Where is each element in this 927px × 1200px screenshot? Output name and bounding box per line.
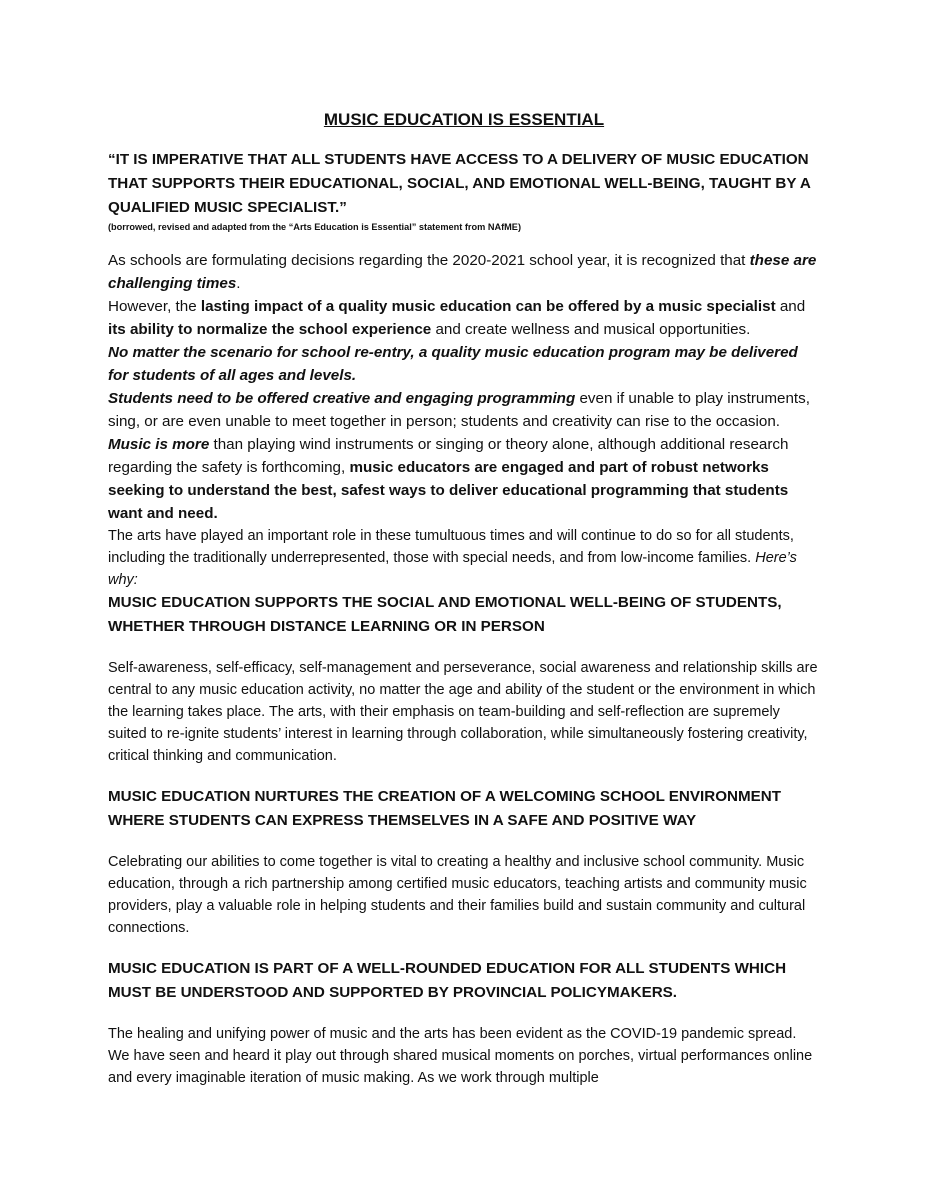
- intro-emphasis: Music is more: [108, 436, 210, 453]
- document-title: MUSIC EDUCATION IS ESSENTIAL: [323, 110, 605, 129]
- intro-paragraph-2: [108, 295, 820, 341]
- intro-paragraph-1: [108, 249, 820, 295]
- section-heading: MUSIC EDUCATION IS PART OF A WELL-ROUNDED EDUCATION FOR ALL STUDENTS WHICH MUST BE UNDERSTOOD AND SUPPORTED BY PROVINCIAL POLICYMAKERS.: [108, 960, 787, 1001]
- intro-text: However, the: [108, 298, 201, 315]
- intro-emphasis: these are challenging times: [108, 252, 817, 292]
- intro-text: and create wellness and musical opportunities.: [431, 321, 751, 338]
- quote-attribution: (borrowed, revised and adapted from the “Arts Education is Essential” statement from NAfME): [108, 222, 521, 232]
- intro-paragraph-5: [108, 433, 820, 525]
- intro-text: even if unable to play instruments, sing, or are even unable to meet together in person; students and creativity can rise to the occasion.: [108, 390, 810, 430]
- intro-text: .: [236, 275, 241, 292]
- intro-emphasis: Here’s why:: [108, 550, 797, 588]
- section-heading: MUSIC EDUCATION NURTURES THE CREATION OF A WELCOMING SCHOOL ENVIRONMENT WHERE STUDENTS CAN EXPRESS THEMSELVES IN A SAFE AND POSITIVE WAY: [108, 788, 782, 829]
- intro-text: and: [775, 298, 806, 315]
- mission-quote: “IT IS IMPERATIVE THAT ALL STUDENTS HAVE ACCESS TO A DELIVERY OF MUSIC EDUCATION THAT SUPPORTS THEIR EDUCATIONAL, SOCIAL, AND EMOTIONAL WELL-BEING, TAUGHT BY A QUALIFIED MUSIC SPECIALIST.”: [108, 151, 811, 216]
- section-heading: MUSIC EDUCATION SUPPORTS THE SOCIAL AND EMOTIONAL WELL-BEING OF STUDENTS, WHETHER THROUGH DISTANCE LEARNING OR IN PERSON: [108, 594, 782, 635]
- section-body: Self-awareness, self-efficacy, self-management and perseverance, social awareness and relationship skills are central to any music education activity, no matter the age and ability of the student or the environment in which the learning takes place. The arts, with their emphasis on team-building and self-reflection are supremely suited to re-ignite students’ interest in learning through collaboration, while simultaneously fostering creativity, critical thinking and communication.: [108, 660, 818, 764]
- intro-emphasis: Students need to be offered creative and engaging programming: [108, 390, 576, 407]
- intro-paragraph-4: [108, 387, 820, 433]
- intro-text: than playing wind instruments or singing or theory alone, although additional research regarding the safety is forthcoming,: [108, 436, 789, 476]
- section-body: The healing and unifying power of music and the arts has been evident as the COVID-19 pandemic spread. We have seen and heard it play out through shared musical moments on porches, virtual performances online and every imaginable iteration of music making. As we work through multiple: [108, 1026, 813, 1086]
- document-page: [108, 110, 820, 1089]
- intro-paragraph-6: [108, 525, 820, 591]
- intro-emphasis: music educators are engaged and part of robust networks seeking to understand the best, safest ways to deliver educational programming that students want and need.: [108, 459, 789, 522]
- intro-text: As schools are formulating decisions regarding the 2020-2021 school year, it is recognized that: [108, 252, 750, 269]
- intro-emphasis: lasting impact of a quality music education can be offered by a music specialist: [200, 298, 776, 315]
- intro-text: The arts have played an important role in these tumultuous times and will continue to do so for all students, including the traditionally underrepresented, those with special needs, and from low-income families.: [108, 528, 794, 566]
- section-body: Celebrating our abilities to come together is vital to creating a healthy and inclusive school community. Music education, through a rich partnership among certified music educators, teaching artists and community music providers, play a valuable role in helping students and their families build and sustain community and cultural connections.: [108, 854, 807, 936]
- intro-paragraph-3: No matter the scenario for school re-entry, a quality music education program may be delivered for students of all ages and levels.: [108, 344, 798, 384]
- intro-emphasis: its ability to normalize the school experience: [108, 321, 432, 338]
